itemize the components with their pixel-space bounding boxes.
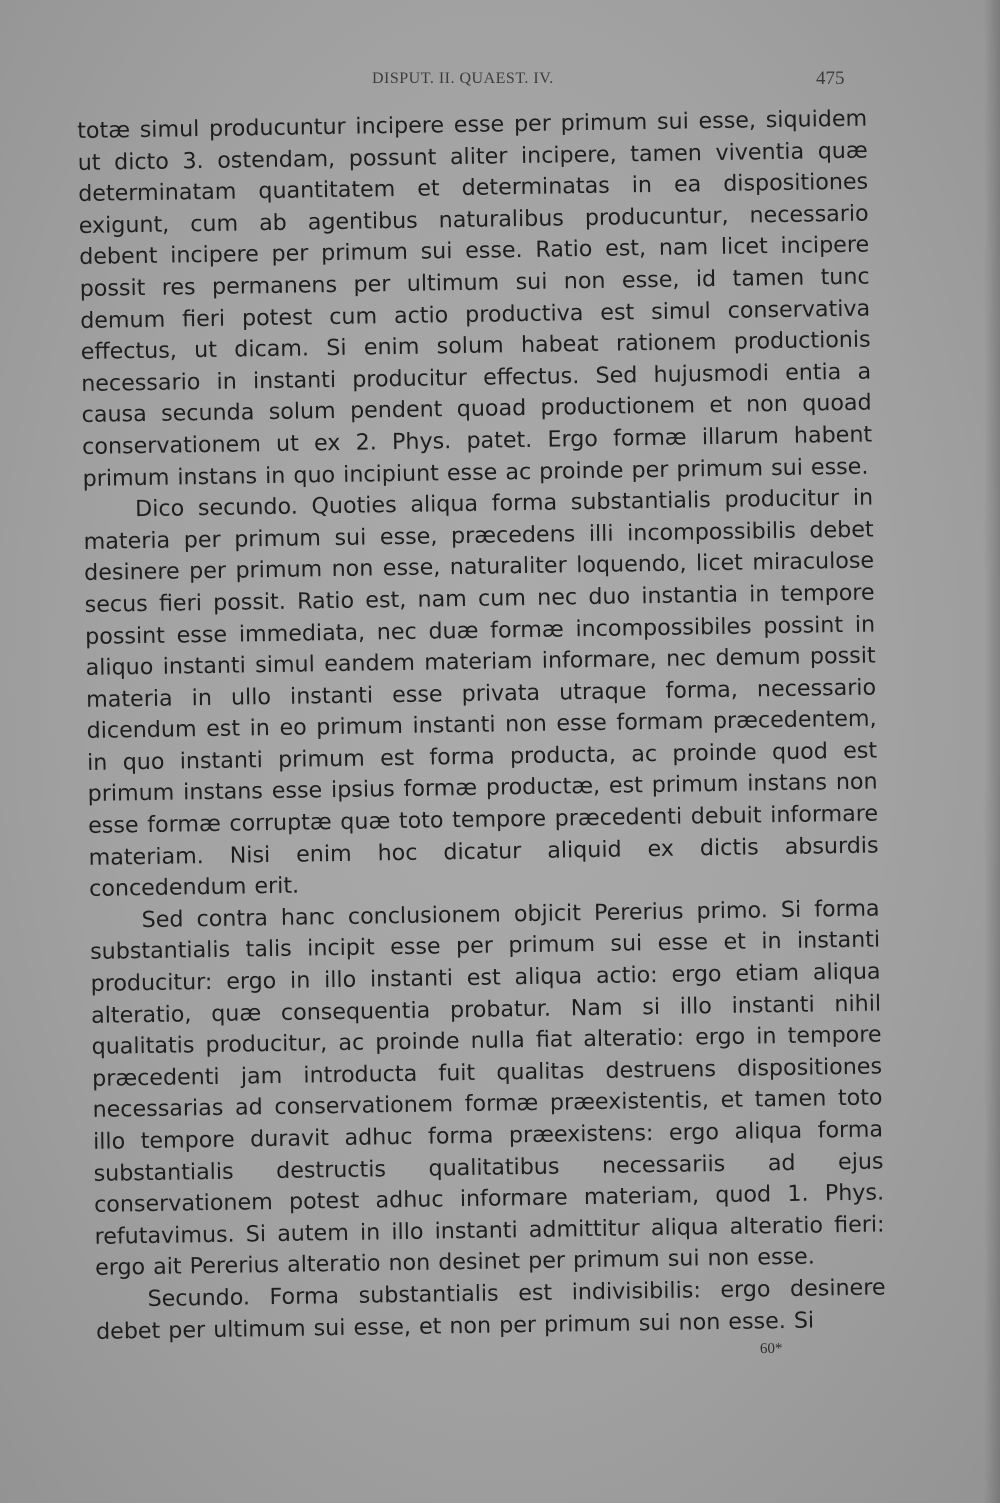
- running-title: DISPUT. II. QUAEST. IV.: [372, 70, 554, 87]
- paragraph-3: Sed contra hanc conclusionem objicit Pererius primo. Si forma substantialis talis incipit esse per primum sui esse et in instanti producitur: ergo in illo instanti est aliqua actio: ergo etiam aliqua alteratio, quæ consequentia probatur. Nam si illo instanti nihil qualitatis producitur, ac proinde nulla fiat alteratio: ergo in tempore præcedenti jam introducta fuit qualitas destruens dispositiones necessarias ad conservationem formæ præexistentis, et tamen toto illo tempore duravit adhuc forma præexistens: ergo aliqua forma substantialis destructis qualitatibus necessariis ad ejus conservationem potest adhuc informare materiam, quod 1. Phys. refutavimus. Si autem in illo instanti admittitur aliqua alteratio fieri: ergo ait Pererius alteratio non desinet per primum sui non esse.: [89, 895, 885, 1282]
- paragraph-4: Secundo. Forma substantialis est indivisibilis: ergo desinere debet per ultimum sui esse, et non per primum sui non esse. Si: [95, 1274, 886, 1345]
- page-number: 475: [816, 68, 845, 89]
- body-text: [77, 104, 886, 1348]
- paragraph-1: totæ simul producuntur incipere esse per primum sui esse, siquidem ut dicto 3. ostendam, possunt aliter incipere, tamen viventia quæ determinatam quantitatem et determinatas in ea dispositiones exigunt, cum ab agentibus naturalibus producuntur, necessario debent incipere per primum sui esse. Ratio est, nam licet incipere possit res permanens per ultimum sui non esse, id tamen tunc demum fieri potest cum actio productiva est simul conservativa effectus, ut dicam. Si enim solum habeat rationem productionis necessario in instanti producitur effectus. Sed hujusmodi entia a causa secunda solum pendent quoad productionem et non quoad conservationem ut ex 2. Phys. patet. Ergo formæ illarum habent primum instans in quo incipiunt esse ac proinde per primum sui esse.: [77, 105, 873, 492]
- running-header: [0, 70, 1000, 94]
- signature-mark: 60*: [759, 1340, 783, 1358]
- paragraph-2: Dico secundo. Quoties aliqua forma substantialis producitur in materia per primum sui esse, præcedens illi incompossibilis debet desinere per primum non esse, naturaliter loquendo, licet miraculose secus fieri possit. Ratio est, nam cum nec duo instantia in tempore possint esse immediata, nec duæ formæ incompossibiles possint in aliquo instanti simul eandem materiam informare, nec demum possit materia in ullo instanti esse privata utraque forma, necessario dicendum est in eo primum instanti non esse formam præcedentem, in quo instanti primum est forma producta, ac proinde quod est primum instans esse ipsius formæ productæ, est primum instans non esse formæ corruptæ quæ toto tempore præcedenti debuit informare materiam. Nisi enim hoc dicatur aliquid ex dictis absurdis concedendum erit.: [83, 484, 879, 903]
